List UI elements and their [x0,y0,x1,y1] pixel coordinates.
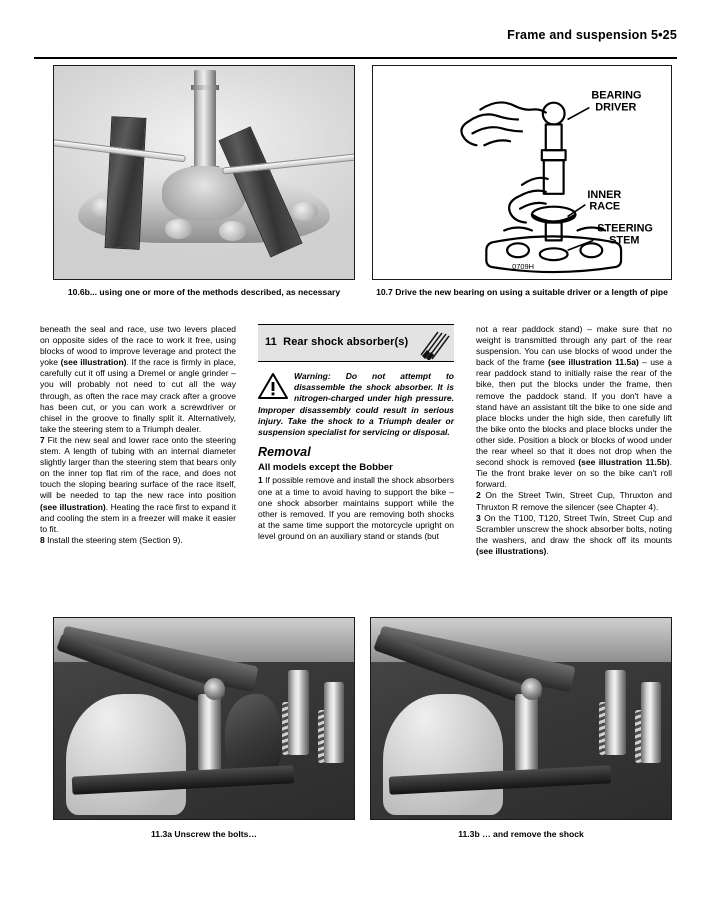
column-3 [476,324,672,557]
step-2-number: 2 [476,490,481,501]
label-bearing-driver: BEARING [591,89,642,102]
step-8 [40,535,236,546]
label-inner-race: INNER [587,188,622,201]
step-1 [258,475,454,542]
caption-11-3b: 11.3b … and remove the shock [458,829,584,839]
step-3 [476,513,672,557]
figure-row-bottom [53,617,672,820]
spanner-hatch-icon [420,328,450,360]
step-7 [40,435,236,535]
line-drawing-bearing-driver [373,66,671,279]
caption-10-6b: 10.6b... using one or more of the methods described, as necessary [67,287,341,297]
warning-label: Warning: [294,371,331,381]
page-header [34,28,677,42]
figure-10-7 [372,65,672,280]
warning-block [258,371,454,438]
step-7-bold: (see illustration) [40,501,106,512]
step-3-bold: (see illustrations) [476,545,547,556]
label-steering-stem-2: STEM [609,234,640,247]
step-2 [476,490,672,512]
para-6-text-b: . If the race is firmly in place, carefully cut it off using a Dremel or angle grinder – you will probably not need to cut all the way through, as often the race may crack after a groove has been cut, or you can work a screwdriver or chisel in the groove to finally split it. Alternatively, take the steering stem to a Triumph dealer. [40,357,237,434]
removal-heading: Removal [258,445,311,460]
label-inner-race-2: RACE [589,200,621,213]
step-1-text: If possible remove and install the shock absorbers one at a time to avoid having to support the bike – one shock absorber maintains support while the other is removed. If you are removing both shocks at the same time support the motorcycle upright on level ground on an auxiliary stand or stands (but [258,475,454,541]
caption-11-3a: 11.3a Unscrew the bolts… [150,829,258,839]
figure-11-3b [370,617,672,820]
section-number: 11 [265,336,277,349]
step-3-text-b: . [546,545,549,556]
label-steering-stem: STEERING [597,222,653,235]
para-6-bold: (see illustration) [60,357,127,368]
step-8-text: Install the steering stem (Section 9). [44,534,183,545]
column-2 [258,324,454,542]
step-2-text: On the Street Twin, Street Cup, Thruxton and Thruxton R remove the silencer (see Chapter 4). [476,490,672,512]
step-1-bold-1: (see illustration 11.5a) [547,357,639,368]
photo-remove-shock [371,618,671,819]
section-header-11 [258,324,454,362]
step-8-number: 8 [40,534,45,545]
figure-10-6b [53,65,355,280]
paragraph-6-continued [40,324,236,435]
step-7-text-a: Fit the new seal and lower race onto the steering stem. A length of tubing with an internal diameter slightly larger than the steering stem that bears only on the inner top flat rim of the race, and does not touch the sloping bearing surface of the race itself, will be needed to tap the new race into position [40,434,236,501]
photo-steering-stem-yoke [54,66,354,279]
header-rule [34,57,677,59]
step-3-number: 3 [476,512,481,523]
step-1-cont-c: . Tie the front brake lever on so the bike can't roll forward. [476,457,672,490]
models-heading: All models except the Bobber [258,462,393,474]
page-title: Frame and suspension 5•25 [507,28,677,42]
figure-row-top [53,65,672,280]
step-1-number: 1 [258,475,263,486]
step-1-continued [476,324,672,490]
figure-code: 0709H [512,262,534,272]
warning-text: Do not attempt to disassemble the shock absorber. It is nitrogen-charged under high pressure. Improper disassembly could result in serious injury. Take the shock to a Triumph dealer or suspension specialist for servicing or disposal. [258,371,454,438]
step-1-cont-b: – use a rear paddock stand to initially raise the rear of the bike, then put the blocks under the frame, then remove the paddock stand. If you don't have a stand have an assistant tilt the bike to one side and place blocks under the high side, then carefully lift the bike onto the blocks and place blocks under the other side. Position a block or blocks of wood under the rear wheel so that it does not drop when the second shock is removed [476,357,672,468]
figure-11-3a [53,617,355,820]
para-6-text-a: beneath the seal and race, use two levers placed on opposite sides of the race to work it free, using blocks of wood to improve leverage and protect the yoke [40,324,236,368]
column-1 [40,324,236,546]
step-1-bold-2: (see illustration 11.5b) [578,457,670,468]
warning-triangle-icon [258,372,288,400]
photo-unscrew-bolts [54,618,354,819]
step-1-cont-a: not a rear paddock stand) – make sure that no weight is transmitted through any part of the rear suspension. You can use blocks of wood under the back of the frame [476,324,672,368]
label-bearing-driver-2: DRIVER [595,101,637,114]
section-header-title [258,337,408,348]
step-3-text-a: On the T100, T120, Street Twin, Street Cup and Scrambler unscrew the shock absorber bolts, noting the washers, and draw the shock off its mounts [476,512,672,545]
caption-10-7: 10.7 Drive the new bearing on using a suitable driver or a length of pipe [376,287,668,297]
step-7-number: 7 [40,434,45,445]
section-title: Rear shock absorber(s) [283,336,409,349]
step-7-text-b: . Heating the race first to expand it and cooling the stem in a freezer will make it easier to fit. [40,501,236,534]
